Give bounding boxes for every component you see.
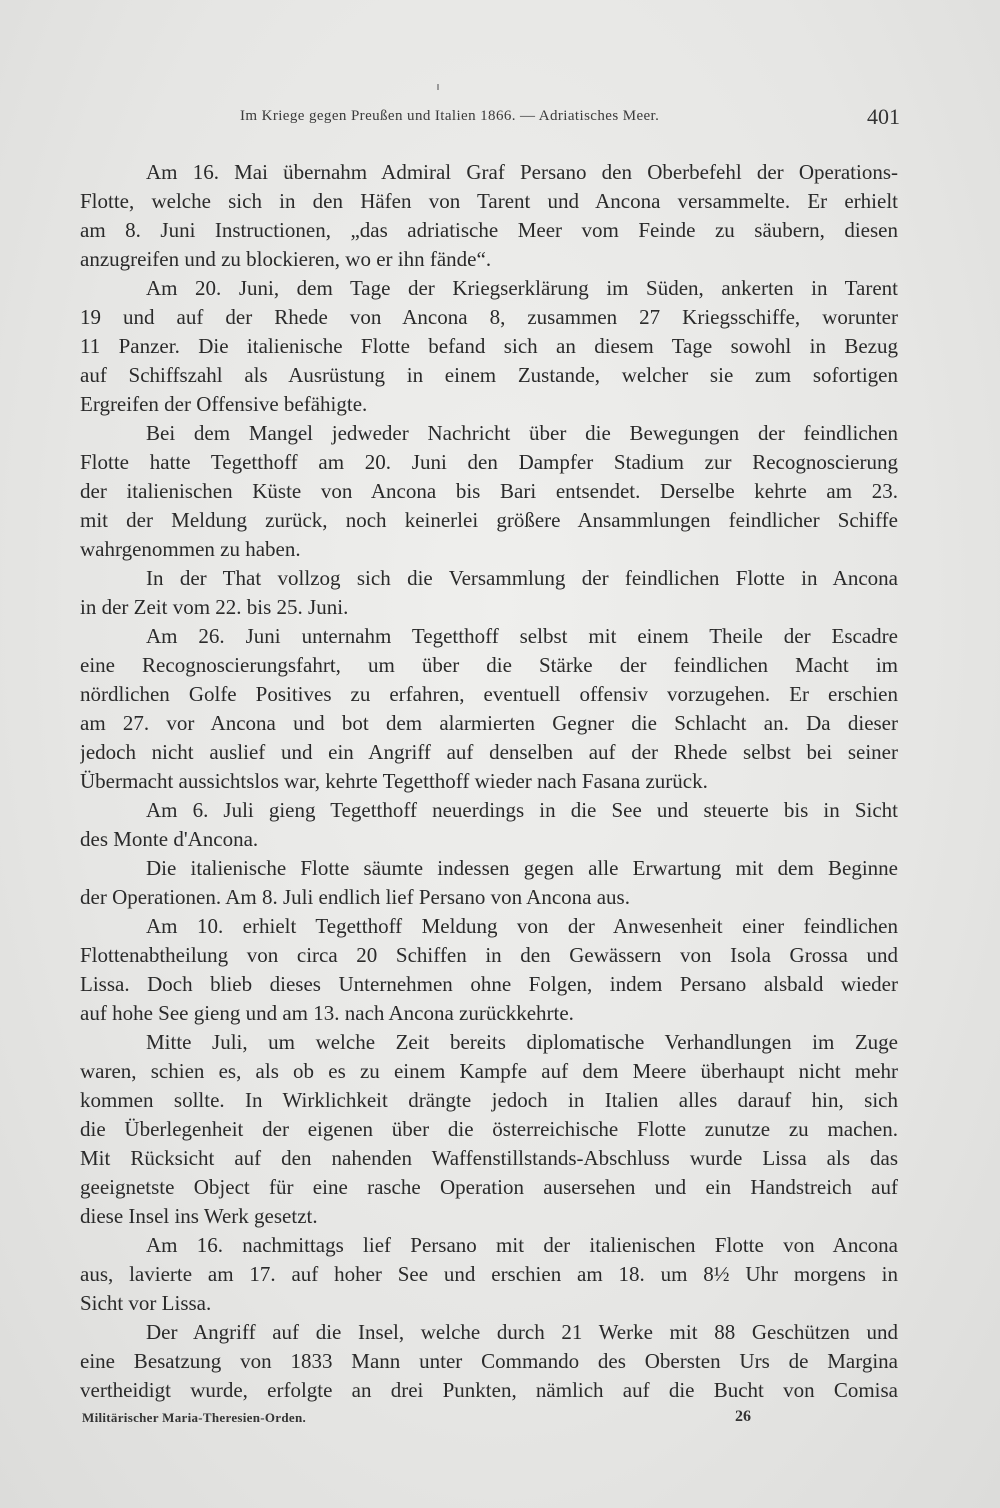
text-line: Der Angriff auf die Insel, welche durch 21 Werke mit 88 Geschützen und [146,1320,898,1344]
running-head [90,104,900,134]
text-line: am 8. Juni Instructionen, „das adriatische Meer vom Feinde zu säubern, diesen [80,218,898,242]
text-line: Ergreifen der Offensive befähigte. [80,392,368,416]
running-title: Im Kriege gegen Preußen und Italien 1866. — Adriatisches Meer. [240,108,660,124]
text-line: 19 und auf der Rhede von Ancona 8, zusammen 27 Kriegsschiffe, worunter [80,305,898,329]
text-line: 11 Panzer. Die italienische Flotte befand sich an diesem Tage sowohl in Bezug [80,334,898,358]
text-line: auf hohe See gieng und am 13. nach Ancona zurückkehrte. [80,1001,574,1025]
text-line: jedoch nicht auslief und ein Angriff auf denselben auf der Rhede selbst bei seiner [80,740,898,764]
text-line: der italienischen Küste von Ancona bis Bari entsendet. Derselbe kehrte am 23. [80,479,898,503]
text-line: Übermacht aussichtslos war, kehrte Tegetthoff wieder nach Fasana zurück. [80,769,708,793]
text-line: die Überlegenheit der eigenen über die österreichische Flotte zunutze zu machen. [80,1117,898,1141]
text-line: In der That vollzog sich die Versammlung der feindlichen Flotte in Ancona [146,566,898,590]
text-line: Sicht vor Lissa. [80,1291,212,1315]
text-line: diese Insel ins Werk gesetzt. [80,1204,318,1228]
text-line: auf Schiffszahl als Ausrüstung in einem Zustande, welcher sie zum sofortigen [80,363,898,387]
text-line: Am 26. Juni unternahm Tegetthoff selbst mit einem Theile der Escadre [146,624,898,648]
page-footer [80,1408,780,1432]
text-line: Flotte hatte Tegetthoff am 20. Juni den Dampfer Stadium zur Recognoscierung [80,450,898,474]
text-line: der Operationen. Am 8. Juli endlich lief Persano von Ancona aus. [80,885,630,909]
text-line: eine Recognoscierungsfahrt, um über die Stärke der feindlichen Macht im [80,653,898,677]
text-line: wahrgenommen zu haben. [80,537,301,561]
text-line: anzugreifen und zu blockieren, wo er ihn fände“. [80,247,492,271]
text-line: aus, lavierte am 17. auf hoher See und erschien am 18. um 8½ Uhr morgens in [80,1262,898,1286]
text-line: Am 10. erhielt Tegetthoff Meldung von der Anwesenheit einer feindlichen [146,914,898,938]
text-line: Bei dem Mangel jedweder Nachricht über die Bewegungen der feindlichen [146,421,898,445]
text-line: Am 20. Juni, dem Tage der Kriegserklärung im Süden, ankerten in Tarent [146,276,898,300]
text-line: geeignetste Object für eine rasche Operation ausersehen und ein Handstreich auf [80,1175,898,1199]
text-line: waren, schien es, als ob es zu einem Kampfe auf dem Meere überhaupt nicht mehr [80,1059,898,1083]
text-line: in der Zeit vom 22. bis 25. Juni. [80,595,349,619]
page-mark [437,84,439,90]
text-line: mit der Meldung zurück, noch keinerlei größere Ansammlungen feindlicher Schiffe [80,508,898,532]
text-line: kommen sollte. In Wirklichkeit drängte jedoch in Italien alles darauf hin, sich [80,1088,898,1112]
text-line: am 27. vor Ancona und bot dem alarmierten Gegner die Schlacht an. Da dieser [80,711,898,735]
text-line: Mit Rücksicht auf den nahenden Waffenstillstands-Abschluss wurde Lissa als das [80,1146,898,1170]
text-line: Am 16. nachmittags lief Persano mit der italienischen Flotte von Ancona [146,1233,898,1257]
text-line: Die italienische Flotte säumte indessen gegen alle Erwartung mit dem Beginne [146,856,898,880]
text-line: Am 16. Mai übernahm Admiral Graf Persano den Oberbefehl der Operations- [146,160,898,184]
text-line: Lissa. Doch blieb dieses Unternehmen ohne Folgen, indem Persano alsbald wieder [80,972,898,996]
text-line: vertheidigt wurde, erfolgte an drei Punkten, nämlich auf die Bucht von Comisa [80,1378,898,1402]
text-line: Flotte, welche sich in den Häfen von Tarent und Ancona versammelte. Er erhielt [80,189,898,213]
text-line: Mitte Juli, um welche Zeit bereits diplomatische Verhandlungen im Zuge [146,1030,898,1054]
page-number: 401 [867,104,900,129]
body-text [80,158,898,1405]
text-line: Am 6. Juli gieng Tegetthoff neuerdings in die See und steuerte bis in Sicht [146,798,898,822]
text-line: eine Besatzung von 1833 Mann unter Commando des Obersten Urs de Margina [80,1349,898,1373]
signature-number: 26 [735,1408,751,1425]
text-line: nördlichen Golfe Positives zu erfahren, eventuell offensiv vorzugehen. Er erschien [80,682,898,706]
text-line: Flottenabtheilung von circa 20 Schiffen in den Gewässern von Isola Grossa und [80,943,898,967]
signature-label: Militärischer Maria-Theresien-Orden. [82,1410,307,1425]
text-line: des Monte d'Ancona. [80,827,259,851]
